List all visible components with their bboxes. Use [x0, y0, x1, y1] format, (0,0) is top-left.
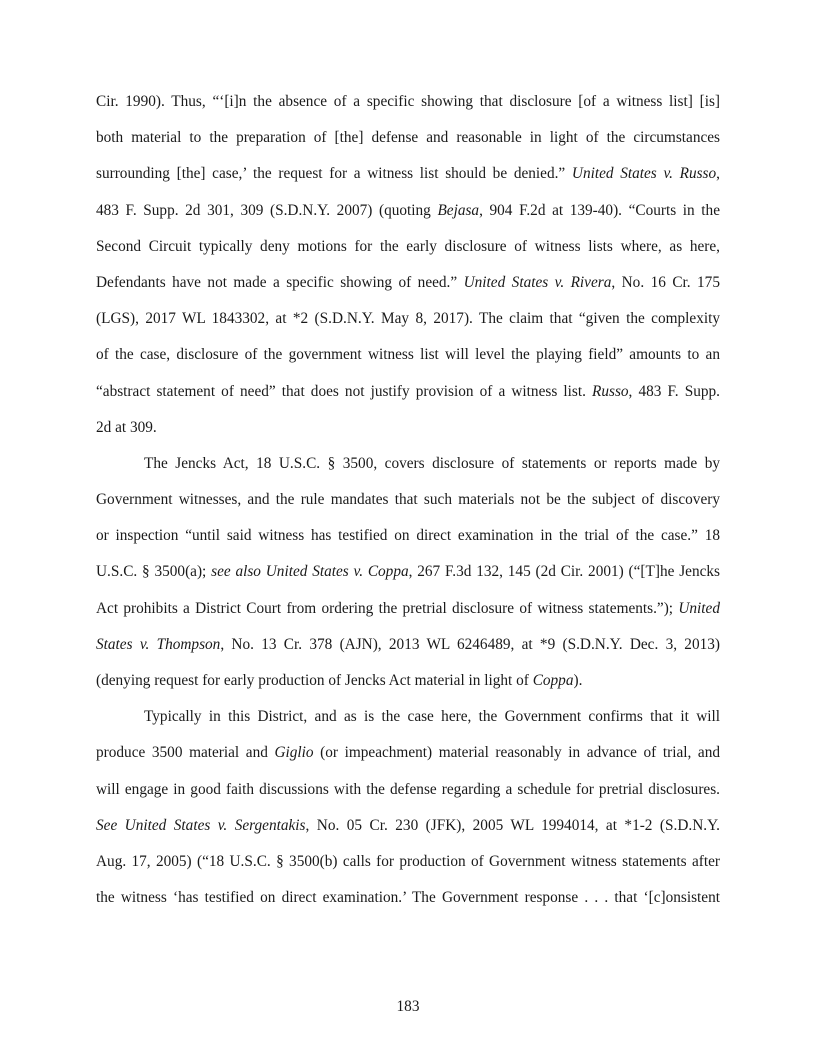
text-line: [96, 164, 720, 200]
text-line: [96, 707, 720, 743]
text-line: [96, 635, 720, 671]
text-line: [96, 92, 720, 128]
text-span: 2d at 309.: [96, 418, 157, 436]
text-span: will engage in good faith discussions with the defense regarding a schedule for pretrial disclosures.: [96, 780, 720, 798]
text-line: [96, 743, 720, 779]
text-line: [96, 201, 720, 237]
text-span: , No. 13 Cr. 378 (AJN), 2013 WL 6246489, at *9 (S.D.N.Y. Dec. 3, 2013): [220, 635, 721, 653]
text-span: Defendants have not made a specific showing of need.”: [96, 273, 464, 291]
text-line: [96, 526, 720, 562]
text-line: [96, 237, 720, 273]
text-line: [96, 599, 720, 635]
text-line: [96, 309, 720, 345]
text-line: [96, 780, 720, 816]
citation-italic: see also United States v. Coppa: [211, 563, 409, 581]
citation-italic: Giglio: [274, 744, 314, 762]
citation-italic: Russo: [592, 382, 629, 400]
text-span: (or impeachment) material reasonably in advance of trial, and: [313, 744, 720, 762]
text-span: The Jencks Act, 18 U.S.C. § 3500, covers disclosure of statements or reports made by: [144, 454, 720, 472]
text-span: ).: [573, 672, 583, 689]
text-line: [96, 888, 720, 924]
citation-italic: United: [678, 599, 720, 617]
text-span: Typically in this District, and as is the case here, the Government confirms that it will: [144, 708, 720, 726]
text-line: [96, 490, 720, 526]
citation-italic: Bejasa: [437, 201, 480, 219]
text-span: Act prohibits a District Court from ordering the pretrial disclosure of witness statements.”);: [96, 599, 679, 617]
text-line: [96, 816, 720, 852]
text-span: , No. 16 Cr. 175: [611, 273, 720, 291]
page-number: 183: [396, 998, 420, 1015]
document-body: [96, 92, 720, 924]
text-span: “abstract statement of need” that does not justify provision of a witness list.: [96, 382, 592, 400]
text-span: Government witnesses, and the rule mandates that such materials not be the subject of discovery: [96, 491, 720, 509]
text-span: 483 F. Supp. 2d 301, 309 (S.D.N.Y. 2007) (quoting: [96, 201, 438, 219]
text-span: , No. 05 Cr. 230 (JFK), 2005 WL 1994014, at *1-2 (S.D.N.Y.: [305, 816, 720, 834]
text-line: [96, 273, 720, 309]
text-span: produce 3500 material and: [96, 744, 275, 762]
text-span: (LGS), 2017 WL 1843302, at *2 (S.D.N.Y. May 8, 2017). The claim that “given the complexity: [96, 310, 720, 328]
text-line: [96, 454, 720, 490]
text-line: [96, 562, 720, 598]
text-span: surrounding [the] case,’ the request for a witness list should be denied.”: [96, 165, 572, 183]
text-span: Aug. 17, 2005) (“18 U.S.C. § 3500(b) calls for production of Government witness statements after: [96, 852, 720, 870]
text-span: , 267 F.3d 132, 145 (2d Cir. 2001) (“[T]he Jencks: [408, 563, 720, 581]
text-line: [96, 128, 720, 164]
citation-italic: Coppa: [532, 672, 574, 689]
text-line: [96, 671, 720, 707]
text-span: the witness ‘has testified on direct examination.’ The Government response . . . that ‘[c]onsistent: [96, 889, 720, 907]
citation-italic: States v. Thompson: [96, 635, 221, 653]
text-span: , 483 F. Supp.: [628, 382, 720, 400]
text-line: [96, 418, 720, 454]
text-span: both material to the preparation of [the] defense and reasonable in light of the circumstances: [96, 129, 720, 147]
text-span: , 904 F.2d at 139-40). “Courts in the: [479, 201, 720, 219]
text-span: Cir. 1990). Thus, “‘[i]n the absence of a specific showing that disclosure [of a witness list] [is]: [96, 93, 720, 110]
text-span: of the case, disclosure of the government witness list will level the playing field” amounts to an: [96, 346, 720, 364]
text-span: U.S.C. § 3500(a);: [96, 563, 212, 581]
citation-italic: United States v. Rivera: [463, 273, 612, 291]
text-span: or inspection “until said witness has testified on direct examination in the trial of the case.” 18: [96, 527, 720, 545]
text-span: Second Circuit typically deny motions for the early disclosure of witness lists where, as here,: [96, 237, 720, 255]
text-span: ,: [716, 165, 720, 183]
text-span: (denying request for early production of Jencks Act material in light of: [96, 672, 533, 689]
text-line: [96, 345, 720, 381]
citation-italic: See United States v. Sergentakis: [96, 816, 306, 834]
citation-italic: United States v. Russo: [571, 165, 717, 183]
text-line: [96, 382, 720, 418]
text-line: [96, 852, 720, 888]
